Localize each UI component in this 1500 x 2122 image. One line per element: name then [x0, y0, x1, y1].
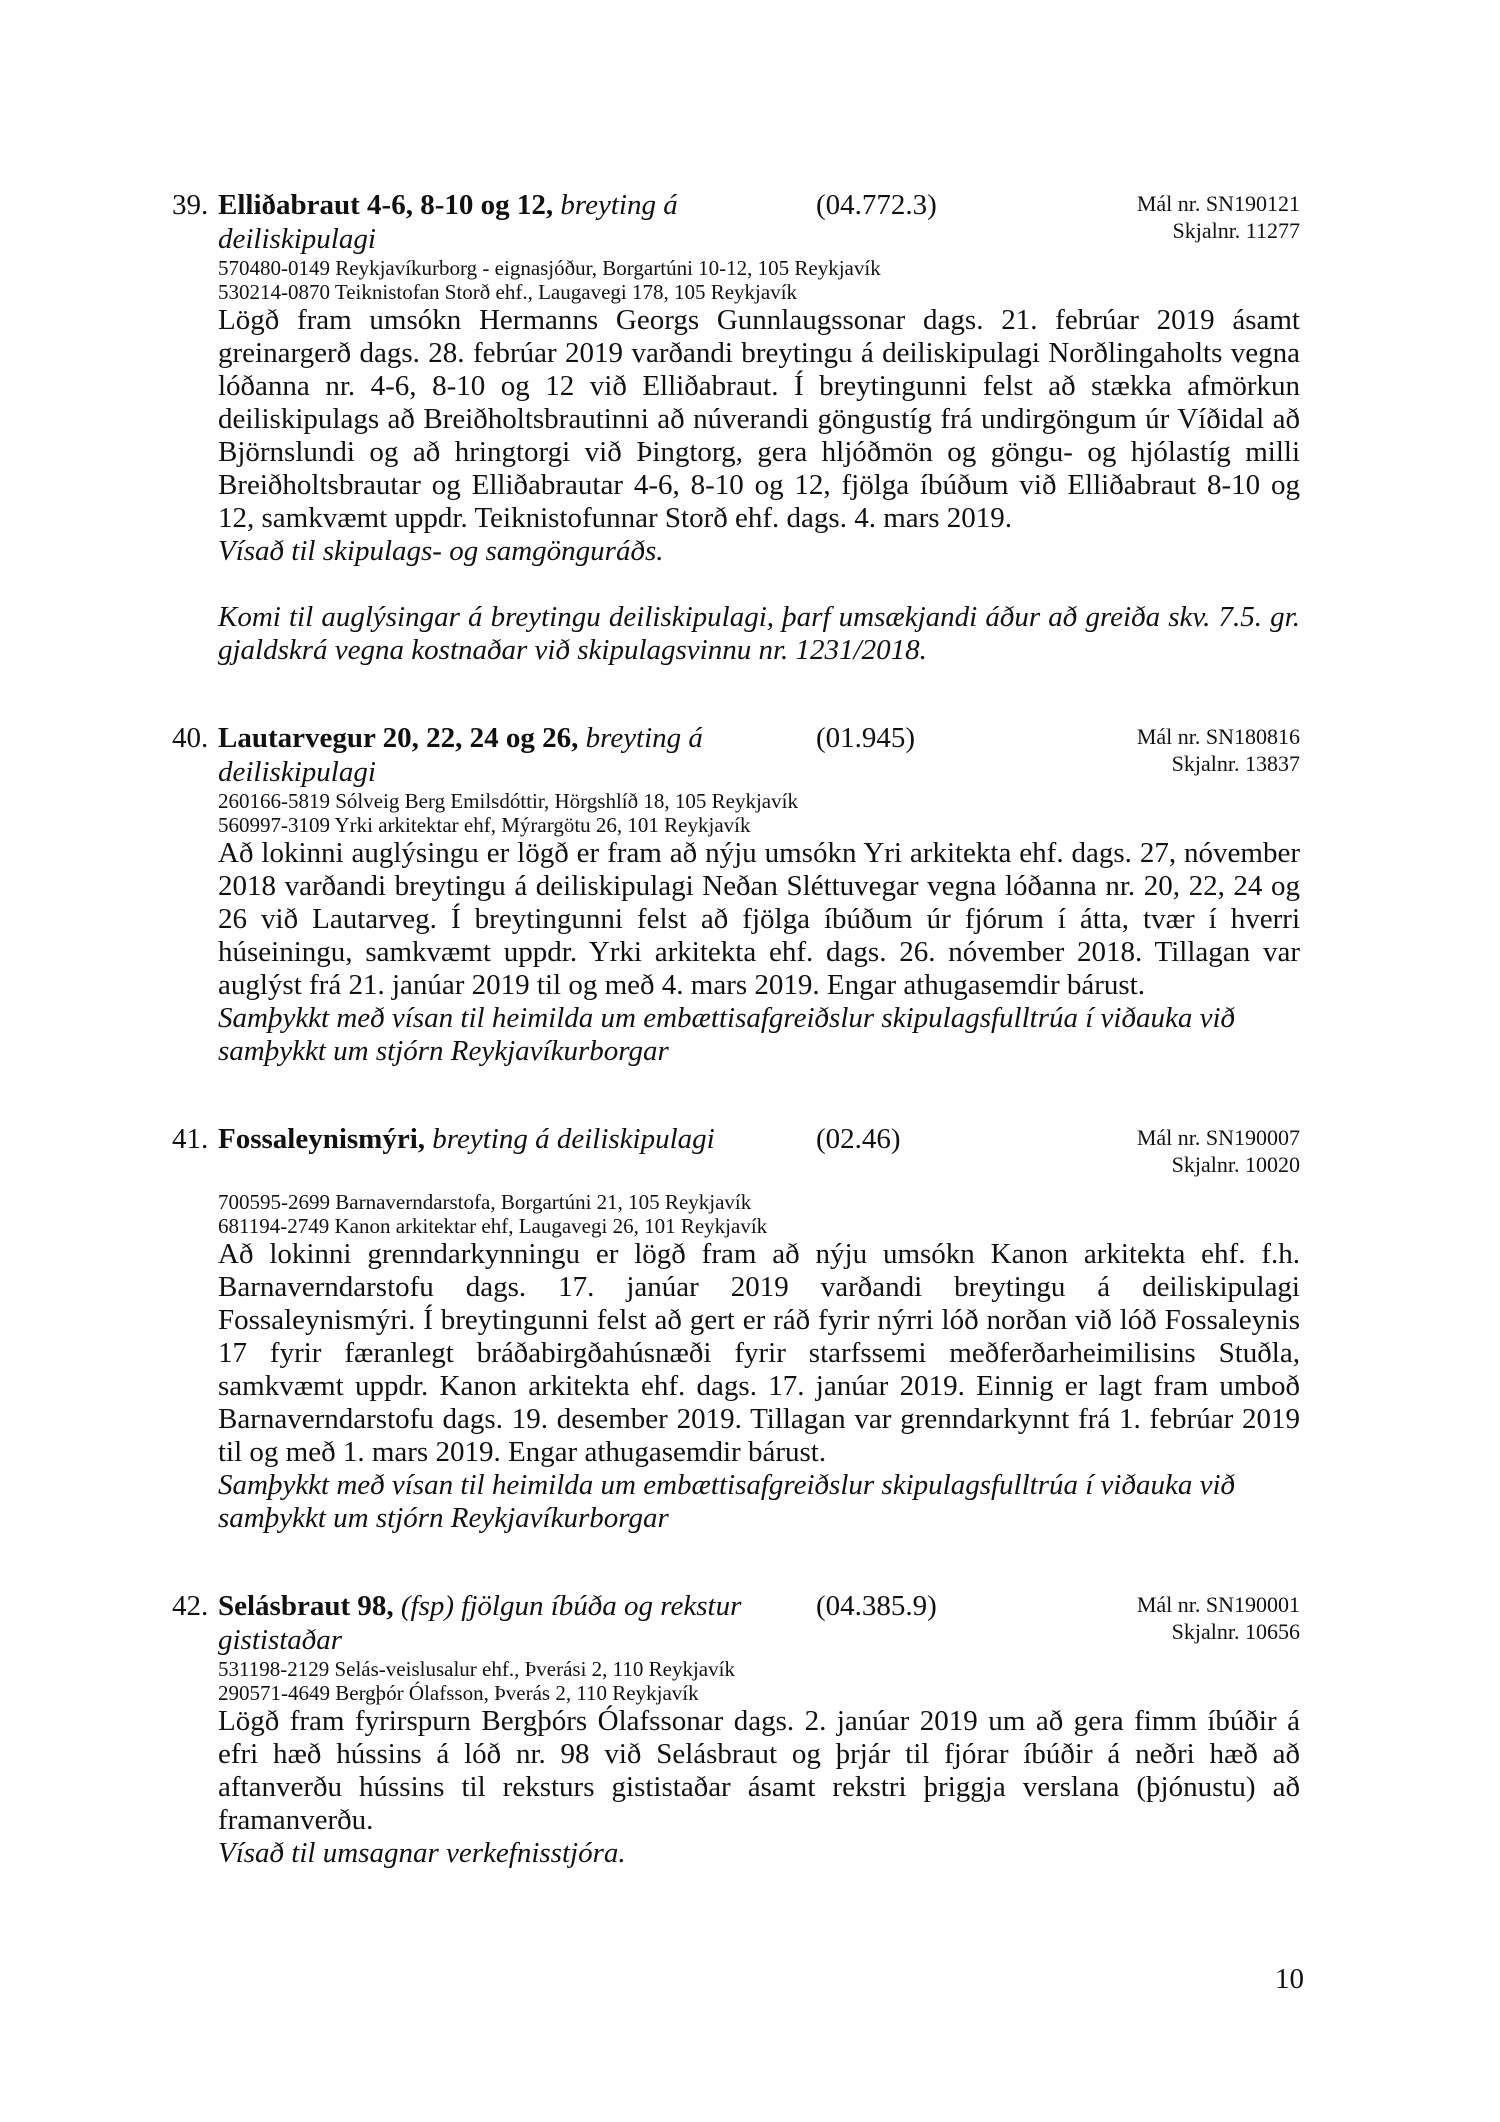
item-number: 41.	[172, 1123, 209, 1155]
item-title-subject: breyting á deiliskipulagi	[218, 722, 703, 788]
item-content	[218, 1122, 1300, 1535]
item-plan-code: (04.385.9)	[816, 1590, 937, 1622]
agenda-item	[172, 188, 1300, 667]
agenda-item	[172, 1122, 1300, 1535]
item-title-address: Lautarvegur 20, 22, 24 og 26,	[218, 722, 579, 754]
item-title-address: Selásbraut 98,	[218, 1590, 394, 1622]
agenda-item	[172, 1589, 1300, 1870]
item-plan-code: (01.945)	[816, 722, 916, 754]
item-title-address: Elliðabraut 4-6, 8-10 og 12,	[218, 189, 554, 221]
item-title-subject: breyting á deiliskipulagi	[218, 189, 678, 255]
item-title	[218, 1122, 798, 1190]
item-body: Að lokinni auglýsingu er lögð er fram að nýju umsókn Yri arkitekta ehf. dags. 27, nóvember 2018 varðandi breytingu á deiliskipulagi Neðan Sléttuvegar vegna lóðanna nr. 20, 22, 24 og 26 við Lautarveg. Í breytingunni felst að fjölga íbúðum úr fjórum í átta, tvær í hverri húseiningu, samkvæmt uppdr. Yrki arkitekta ehf. dags. 26. nóvember 2018. Tillagan var auglýst frá 21. janúar 2019 til og með 4. mars 2019. Engar athugasemdir bárust.	[218, 837, 1300, 1001]
address-line: 560997-3109 Yrki arkitektar ehf, Mýrargötu 26, 101 Reykjavík	[218, 813, 751, 837]
case-number: Mál nr. SN190121	[1136, 191, 1300, 216]
item-note: Komi til auglýsingar á breytingu deiliskipulagi, þarf umsækjandi áður að greiða skv. 7.5. gr. gjaldskrá vegna kostnaðar við skipulagsvinnu nr. 1231/2018.	[218, 601, 1300, 666]
item-body: Að lokinni grenndarkynningu er lögð fram að nýju umsókn Kanon arkitekta ehf. f.h. Barnaverndarstofu dags. 17. janúar 2019 varðandi breytingu á deiliskipulagi Fossaleynismýri. Í breytingunni felst að gert er ráð fyrir nýrri lóð norðan við lóð Fossaleynis 17 fyrir færanlegt bráðabirgðahúsnæði fyrir starfssemi meðferðarheimilisins Stuðla, samkvæmt uppdr. Kanon arkitekta ehf. dags. 17. janúar 2019. Einnig er lagt fram umboð Barnaverndarstofu dags. 19. desember 2019. Tillagan var grenndarkynnt frá 1. febrúar 2019 til og með 1. mars 2019. Engar athugasemdir bárust.	[218, 1238, 1300, 1468]
document-number: Skjalnr. 11277	[1172, 218, 1300, 243]
address-line: 260166-5819 Sólveig Berg Emilsdóttir, Hörgshlíð 18, 105 Reykjavík	[218, 789, 798, 813]
case-number: Mál nr. SN190001	[1136, 1592, 1300, 1617]
item-title-subject: breyting á deiliskipulagi	[432, 1123, 715, 1155]
item-title	[218, 1589, 798, 1657]
address-line: 681194-2749 Kanon arkitektar ehf, Laugavegi 26, 101 Reykjavík	[218, 1214, 768, 1238]
item-references	[1137, 1591, 1300, 1645]
address-line: 290571-4649 Bergþór Ólafsson, Þverás 2, 110 Reykjavík	[218, 1681, 699, 1705]
item-content	[218, 188, 1300, 667]
address-line: 530214-0870 Teiknistofan Storð ehf., Laugavegi 178, 105 Reykjavík	[218, 280, 798, 304]
agenda-item	[172, 721, 1300, 1068]
item-body: Lögð fram fyrirspurn Bergþórs Ólafssonar dags. 2. janúar 2019 um að gera fimm íbúðir á efri hæð hússins á lóð nr. 98 við Selásbraut og þrjár til fjórar íbúðir á neðri hæð að aftanverðu hússins til reksturs gististaðar ásamt rekstri þriggja verslana (þjónustu) að framanverðu.	[218, 1705, 1300, 1836]
item-decision: Vísað til skipulags- og samgönguráðs.	[218, 535, 664, 567]
item-title-address: Fossaleynismýri,	[218, 1123, 426, 1155]
case-number: Mál nr. SN180816	[1136, 724, 1300, 749]
item-number: 39.	[172, 189, 209, 221]
address-line: 531198-2129 Selás-veislusalur ehf., Þverási 2, 110 Reykjavík	[218, 1657, 735, 1681]
item-title	[218, 188, 798, 256]
item-number: 42.	[172, 1590, 209, 1622]
item-body: Lögð fram umsókn Hermanns Georgs Gunnlaugssonar dags. 21. febrúar 2019 ásamt greinargerð dags. 28. febrúar 2019 varðandi breytingu á deiliskipulagi Norðlingaholts vegna lóðanna nr. 4-6, 8-10 og 12 við Elliðabraut. Í breytingunni felst að stækka afmörkun deiliskipulags að Breiðholtsbrautinni að núverandi göngustíg frá undirgöngum úr Víðidal að Björnslundi og að hringtorgi við Þingtorg, gera hljóðmön og göngu- og hjólastíg milli Breiðholtsbrautar og Elliðabrautar 4-6, 8-10 og 12, fjölga íbúðum við Elliðabraut 8-10 og 12, samkvæmt uppdr. Teiknistofunnar Storð ehf. dags. 4. mars 2019.	[218, 304, 1300, 534]
address-line: 700595-2699 Barnaverndarstofa, Borgartúni 21, 105 Reykjavík	[218, 1190, 752, 1214]
case-number: Mál nr. SN190007	[1136, 1125, 1300, 1150]
item-number: 40.	[172, 722, 209, 754]
item-references	[1137, 723, 1300, 777]
item-references	[1137, 1124, 1300, 1178]
item-plan-code: (04.772.3)	[816, 189, 937, 221]
item-decision: Samþykkt með vísan til heimilda um embættisafgreiðslur skipulagsfulltrúa í viðauka við samþykkt um stjórn Reykjavíkurborgar	[218, 1002, 1236, 1067]
document-number: Skjalnr. 10656	[1171, 1619, 1300, 1644]
address-line: 570480-0149 Reykjavíkurborg - eignasjóður, Borgartúni 10-12, 105 Reykjavík	[218, 256, 881, 280]
item-decision: Vísað til umsagnar verkefnisstjóra.	[218, 1837, 626, 1869]
document-number: Skjalnr. 10020	[1171, 1152, 1300, 1177]
item-references	[1137, 190, 1300, 244]
item-title-subject: (fsp) fjölgun íbúða og rekstur gististaðar	[218, 1590, 742, 1656]
item-decision: Samþykkt með vísan til heimilda um embættisafgreiðslur skipulagsfulltrúa í viðauka við samþykkt um stjórn Reykjavíkurborgar	[218, 1469, 1236, 1534]
document-number: Skjalnr. 13837	[1171, 751, 1300, 776]
item-title	[218, 721, 798, 789]
page-number: 10	[1275, 1963, 1304, 1995]
item-plan-code: (02.46)	[816, 1123, 901, 1155]
